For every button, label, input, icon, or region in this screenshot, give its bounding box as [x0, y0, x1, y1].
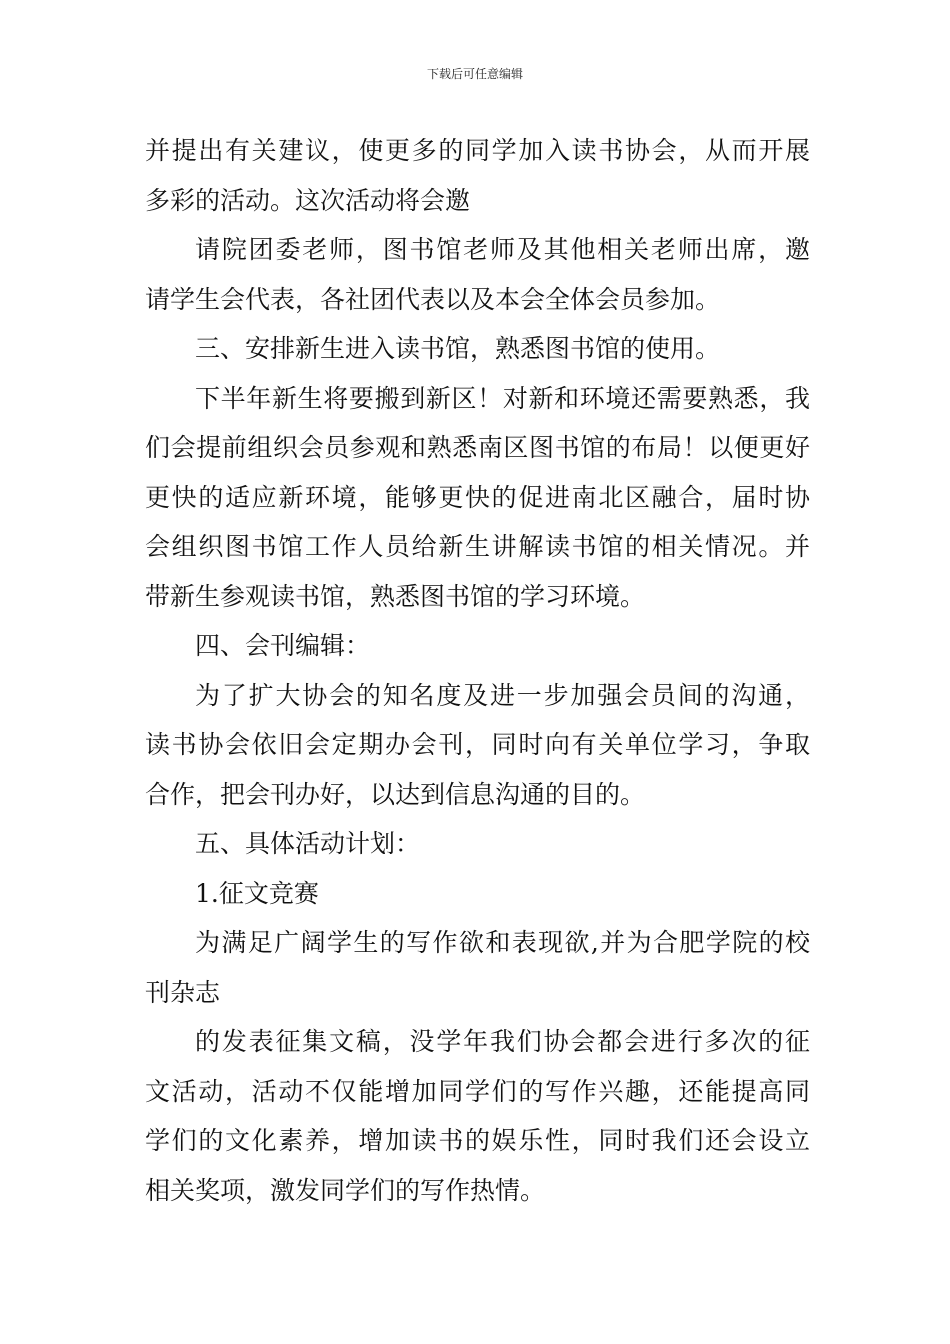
text-line: 合作，把会刊办好，以达到信息沟通的目的。: [145, 779, 646, 809]
text-line: 多彩的活动。这次活动将会邀: [145, 185, 471, 215]
text-line: 为满足广阔学生的写作欲和表现欲,并为合肥学院的校: [195, 928, 810, 957]
text-line: 们会提前组织会员参观和熟悉南区图书馆的布局！以便更好: [145, 433, 810, 462]
text-line: 读书协会依旧会定期办会刊，同时向有关单位学习，争取: [145, 730, 810, 759]
text-line: 学们的文化素养，增加读书的娱乐性，同时我们还会设立: [145, 1126, 810, 1155]
text-line: 1.征文竞赛: [195, 878, 319, 908]
text-line: 刊杂志: [145, 977, 221, 1007]
body-text: [145, 126, 810, 1215]
text-line: 会组织图书馆工作人员给新生讲解读书馆的相关情况。并: [145, 532, 810, 561]
text-line: 请院团委老师，图书馆老师及其他相关老师出席，邀: [195, 235, 810, 264]
text-line: 四、会刊编辑：: [195, 631, 371, 660]
page-header: 下载后可任意编辑: [426, 67, 523, 81]
text-line: 相关奖项，激发同学们的写作热情。: [145, 1175, 546, 1205]
text-line: 下半年新生将要搬到新区！对新和环境还需要熟悉，我: [195, 383, 810, 413]
text-line: 更快的适应新环境，能够更快的促进南北区融合，届时协: [145, 482, 810, 512]
text-line: 五、具体活动计划：: [195, 829, 421, 858]
text-line: 为了扩大协会的知名度及进一步加强会员间的沟通，: [195, 680, 810, 710]
text-line: 三、安排新生进入读书馆，熟悉图书馆的使用。: [195, 334, 721, 363]
text-line: 请学生会代表，各社团代表以及本会全体会员参加。: [145, 284, 721, 314]
text-line: 带新生参观读书馆，熟悉图书馆的学习环境。: [145, 581, 646, 611]
text-line: 文活动，活动不仅能增加同学们的写作兴趣，还能提高同: [145, 1076, 810, 1106]
text-line: 的发表征集文稿，没学年我们协会都会进行多次的征: [195, 1027, 810, 1056]
text-line: 并提出有关建议，使更多的同学加入读书协会，从而开展: [145, 136, 810, 165]
